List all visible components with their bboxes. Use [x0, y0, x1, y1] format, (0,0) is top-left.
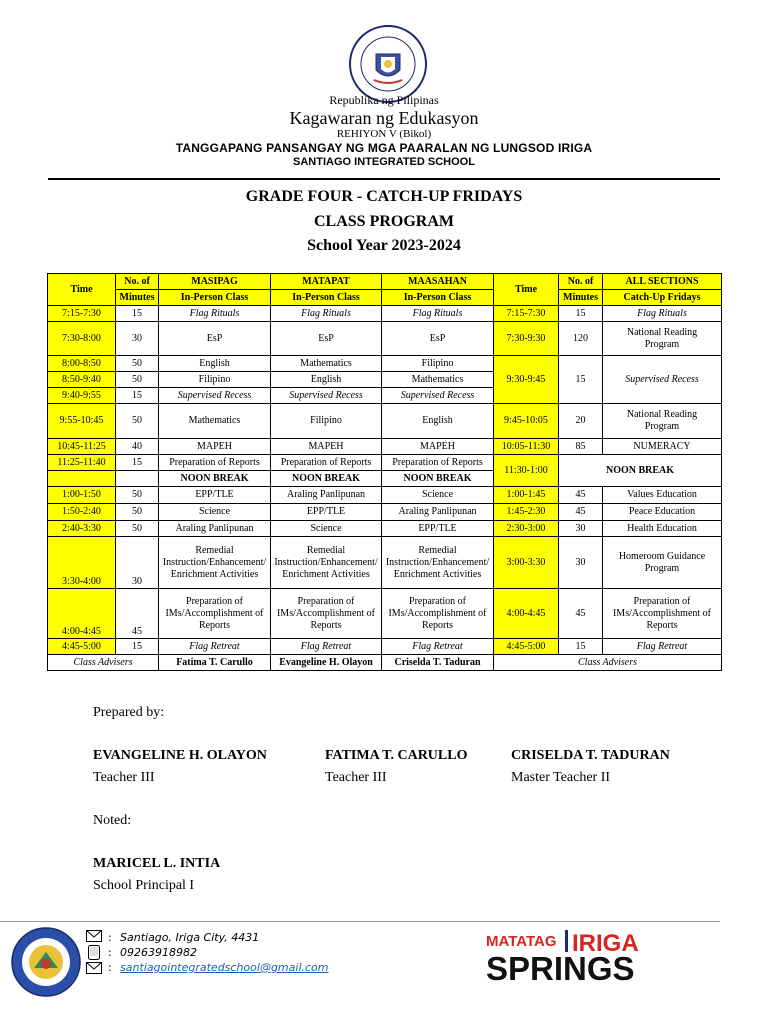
activity-cell [603, 404, 722, 439]
minutes-cell: 45 [559, 504, 603, 521]
time-cell: 9:55-10:45 [48, 404, 116, 439]
subject-cell [382, 537, 494, 589]
time-cell: 2:40-3:30 [48, 521, 116, 537]
activity-line: National Reading [626, 409, 698, 420]
subject-line: Enrichment Activities [170, 568, 259, 580]
minutes-cell: 30 [116, 322, 159, 356]
signatory-title: Master Teacher II [511, 770, 611, 785]
table-row [48, 537, 722, 589]
header-catchup: Catch-Up Fridays [603, 290, 722, 306]
contact-icons [86, 930, 104, 974]
table-row [48, 487, 722, 504]
minutes-cell: 45 [116, 589, 159, 639]
separator: : [108, 946, 112, 959]
subject-cell: Supervised Recess [271, 388, 382, 404]
minutes-cell: 40 [116, 439, 159, 455]
activity-line: Program [644, 421, 680, 432]
subject-cell: EsP [159, 322, 271, 356]
subject-cell: Filipino [271, 404, 382, 439]
time-cell: 1:45-2:30 [494, 504, 559, 521]
subject-cell: Supervised Recess [159, 388, 271, 404]
time-cell: 11:25-11:40 [48, 455, 116, 471]
table-row [48, 504, 722, 521]
time-cell: 11:30-1:00 [494, 455, 559, 487]
time-cell: 10:45-11:25 [48, 439, 116, 455]
time-cell: 8:00-8:50 [48, 356, 116, 372]
time-cell [48, 471, 116, 487]
deped-seal-logo [348, 24, 428, 104]
time-cell: 1:00-1:50 [48, 487, 116, 504]
adviser-name: Criselda T. Taduran [382, 655, 494, 671]
subject-line: Enrichment Activities [393, 568, 482, 580]
subject-cell: MAPEH [382, 439, 494, 455]
activity-cell: Peace Education [603, 504, 722, 521]
minutes-cell: 15 [559, 356, 603, 404]
subject-cell: Mathematics [271, 356, 382, 372]
subject-cell: Supervised Recess [382, 388, 494, 404]
subject-cell: Preparation of Reports [159, 455, 271, 471]
class-program-table [47, 273, 722, 671]
time-cell: 7:15-7:30 [48, 306, 116, 322]
header-all-sections: ALL SECTIONS [603, 274, 722, 290]
subject-cell: Preparation of Reports [382, 455, 494, 471]
subject-cell: Mathematics [159, 404, 271, 439]
minutes-cell: 50 [116, 404, 159, 439]
activity-cell [603, 537, 722, 589]
time-cell: 9:40-9:55 [48, 388, 116, 404]
time-cell: 2:30-3:00 [494, 521, 559, 537]
phone-icon [88, 945, 100, 960]
subject-line: Reports [310, 619, 342, 631]
subject-cell: MAPEH [159, 439, 271, 455]
minutes-cell: 120 [559, 322, 603, 356]
activity-line: IMs/Accomplishment of [612, 607, 712, 619]
subject-cell: Flag Rituals [159, 306, 271, 322]
header-masipag: MASIPAG [159, 274, 271, 290]
subject-line: Remedial [418, 544, 457, 556]
subject-cell: EPP/TLE [382, 521, 494, 537]
table-row [48, 356, 722, 372]
time-cell: 7:30-8:00 [48, 322, 116, 356]
header-time-right: Time [494, 274, 559, 306]
subject-line: IMs/Accomplishment of [165, 607, 264, 619]
table-row [48, 521, 722, 537]
adviser-name: Evangeline H. Olayon [271, 655, 382, 671]
envelope-icon [86, 930, 102, 942]
brand-matatag: MATATAG [486, 933, 557, 950]
subject-cell: Science [159, 504, 271, 521]
minutes-cell: 30 [559, 521, 603, 537]
header-minutes: No. of [116, 274, 159, 290]
minutes-cell: 30 [559, 537, 603, 589]
minutes-cell: 20 [559, 404, 603, 439]
subject-cell: Flag Rituals [271, 306, 382, 322]
minutes-cell: 85 [559, 439, 603, 455]
contact-separators [108, 930, 112, 975]
brand-iriga: IRIGA [572, 930, 639, 957]
subject-line: Enrichment Activities [282, 568, 370, 580]
signatory-name: CRISELDA T. TADURAN [511, 748, 670, 763]
header-inperson-2: In-Person Class [271, 290, 382, 306]
header-divider [48, 178, 720, 180]
subject-cell: EPP/TLE [271, 504, 382, 521]
noon-break-cell: NOON BREAK [382, 471, 494, 487]
subject-cell: Araling Panlipunan [382, 504, 494, 521]
program-subtitle: CLASS PROGRAM [313, 213, 454, 230]
republic-line: Republika ng Pilipinas [329, 93, 439, 107]
subject-cell: Flag Retreat [382, 639, 494, 655]
principal-title: School Principal I [93, 878, 195, 893]
activity-line: National Reading [626, 326, 698, 338]
contact-details [120, 930, 329, 975]
table-row [48, 404, 722, 439]
subject-cell: English [159, 356, 271, 372]
minutes-cell: 50 [116, 504, 159, 521]
subject-cell: Filipino [159, 372, 271, 388]
header-minutes-right: No. of [559, 274, 603, 290]
table-row [48, 589, 722, 639]
activity-cell [603, 589, 722, 639]
subject-line: IMs/Accomplishment of [388, 607, 487, 619]
school-logo [10, 926, 82, 998]
address-text: Santiago, Iriga City, 4431 [120, 931, 260, 944]
header-maasahan: MAASAHAN [382, 274, 494, 290]
activity-line: Reports [646, 619, 678, 631]
division-office: TANGGAPANG PANSANGAY NG MGA PAARALAN NG LUNGSOD IRIGA [175, 141, 593, 155]
activity-line: Homeroom Guidance [618, 550, 706, 562]
minutes-cell: 15 [559, 639, 603, 655]
activity-cell: Health Education [603, 521, 722, 537]
principal-name: MARICEL L. INTIA [93, 856, 221, 871]
minutes-cell: 15 [116, 306, 159, 322]
prepared-by-label: Prepared by: [93, 705, 165, 720]
subject-cell: Araling Panlipunan [271, 487, 382, 504]
subject-line: Preparation of [409, 595, 466, 607]
time-cell: 4:00-4:45 [494, 589, 559, 639]
subject-line: Remedial [306, 544, 346, 556]
time-cell: 7:30-9:30 [494, 322, 559, 356]
subject-cell: Science [271, 521, 382, 537]
table-row [48, 455, 722, 471]
department-name: Kagawaran ng Edukasyon [289, 108, 479, 128]
time-cell: 9:45-10:05 [494, 404, 559, 439]
subject-line: Reports [198, 619, 231, 631]
signatory-name: FATIMA T. CARULLO [325, 748, 468, 763]
phone-text: 09263918982 [120, 946, 197, 959]
activity-cell: Flag Retreat [603, 639, 722, 655]
minutes-cell: 15 [116, 388, 159, 404]
header-minutes-l2: Minutes [116, 290, 159, 306]
header-matapat: MATAPAT [271, 274, 382, 290]
matatag-iriga-springs-logo [486, 928, 656, 986]
subject-cell [159, 589, 271, 639]
minutes-cell [116, 471, 159, 487]
subject-cell: EPP/TLE [159, 487, 271, 504]
subject-cell: English [382, 404, 494, 439]
time-cell: 10:05-11:30 [494, 439, 559, 455]
time-cell: 8:50-9:40 [48, 372, 116, 388]
adviser-name: Fatima T. Carullo [159, 655, 271, 671]
signatory-title: Teacher III [325, 770, 387, 785]
noted-label: Noted: [93, 813, 132, 828]
separator: : [108, 961, 112, 974]
advisers-label: Class Advisers [48, 655, 159, 671]
subject-cell: EsP [271, 322, 382, 356]
subject-line: Preparation of [297, 595, 355, 607]
time-cell: 9:30-9:45 [494, 356, 559, 404]
email-link[interactable]: santiagointegratedschool@gmail.com [120, 961, 329, 974]
header-inperson-3: In-Person Class [382, 290, 494, 306]
subject-line: Instruction/Enhancement/ [385, 556, 490, 568]
minutes-cell: 30 [116, 537, 159, 589]
time-cell: 4:00-4:45 [48, 589, 116, 639]
time-cell: 3:00-3:30 [494, 537, 559, 589]
subject-line: Instruction/Enhancement/ [274, 556, 378, 568]
activity-cell: Values Education [603, 487, 722, 504]
minutes-cell: 50 [116, 372, 159, 388]
header-inperson-1: In-Person Class [159, 290, 271, 306]
subject-cell [159, 537, 271, 589]
activity-line: Preparation of [633, 595, 691, 607]
school-name: SANTIAGO INTEGRATED SCHOOL [293, 156, 475, 168]
activity-cell [603, 322, 722, 356]
subject-cell [271, 589, 382, 639]
school-year: School Year 2023-2024 [307, 237, 461, 254]
region-line: REHIYON V (Bikol) [336, 128, 432, 140]
subject-cell: English [271, 372, 382, 388]
header-minutes-right-l2: Minutes [559, 290, 603, 306]
advisers-row [48, 655, 722, 671]
time-cell: 3:30-4:00 [48, 537, 116, 589]
signatory-name: EVANGELINE H. OLAYON [93, 748, 267, 763]
table-row [48, 639, 722, 655]
subject-cell: Mathematics [382, 372, 494, 388]
minutes-cell: 15 [559, 306, 603, 322]
email-icon [86, 962, 102, 974]
subject-cell: Science [382, 487, 494, 504]
minutes-cell: 50 [116, 487, 159, 504]
subject-cell: Flag Retreat [271, 639, 382, 655]
activity-line: Program [644, 562, 680, 574]
noon-break-cell: NOON BREAK [159, 471, 271, 487]
subject-cell: Filipino [382, 356, 494, 372]
subject-cell: MAPEH [271, 439, 382, 455]
minutes-cell: 50 [116, 356, 159, 372]
minutes-cell: 15 [116, 455, 159, 471]
brand-springs: SPRINGS [486, 950, 635, 986]
advisers-label-right: Class Advisers [494, 655, 722, 671]
subject-line: Instruction/Enhancement/ [162, 556, 267, 568]
subject-line: IMs/Accomplishment of [276, 607, 376, 619]
table-row [48, 322, 722, 356]
subject-cell: EsP [382, 322, 494, 356]
time-cell: 7:15-7:30 [494, 306, 559, 322]
header-time: Time [48, 274, 116, 306]
time-cell: 4:45-5:00 [48, 639, 116, 655]
separator: : [108, 931, 112, 944]
activity-cell: NUMERACY [603, 439, 722, 455]
table-row [48, 439, 722, 455]
minutes-cell: 15 [116, 639, 159, 655]
subject-cell: Araling Panlipunan [159, 521, 271, 537]
signatory-title: Teacher III [93, 770, 155, 785]
footer-divider [0, 921, 720, 922]
activity-line: Program [644, 338, 680, 350]
noon-break-cell: NOON BREAK [559, 455, 722, 487]
time-cell: 1:50-2:40 [48, 504, 116, 521]
subject-cell [271, 537, 382, 589]
time-cell: 1:00-1:45 [494, 487, 559, 504]
subject-cell: Preparation of Reports [271, 455, 382, 471]
subject-cell: Flag Rituals [382, 306, 494, 322]
subject-cell: Flag Retreat [159, 639, 271, 655]
minutes-cell: 50 [116, 521, 159, 537]
program-title: GRADE FOUR - CATCH-UP FRIDAYS [245, 188, 523, 205]
time-cell: 4:45-5:00 [494, 639, 559, 655]
table-row [48, 306, 722, 322]
subject-line: Reports [421, 619, 454, 631]
subject-cell [382, 589, 494, 639]
subject-line: Preparation of [186, 595, 243, 607]
activity-cell: Supervised Recess [603, 356, 722, 404]
minutes-cell: 45 [559, 589, 603, 639]
noon-break-cell: NOON BREAK [271, 471, 382, 487]
activity-cell: Flag Rituals [603, 306, 722, 322]
subject-line: Remedial [195, 544, 234, 556]
minutes-cell: 45 [559, 487, 603, 504]
